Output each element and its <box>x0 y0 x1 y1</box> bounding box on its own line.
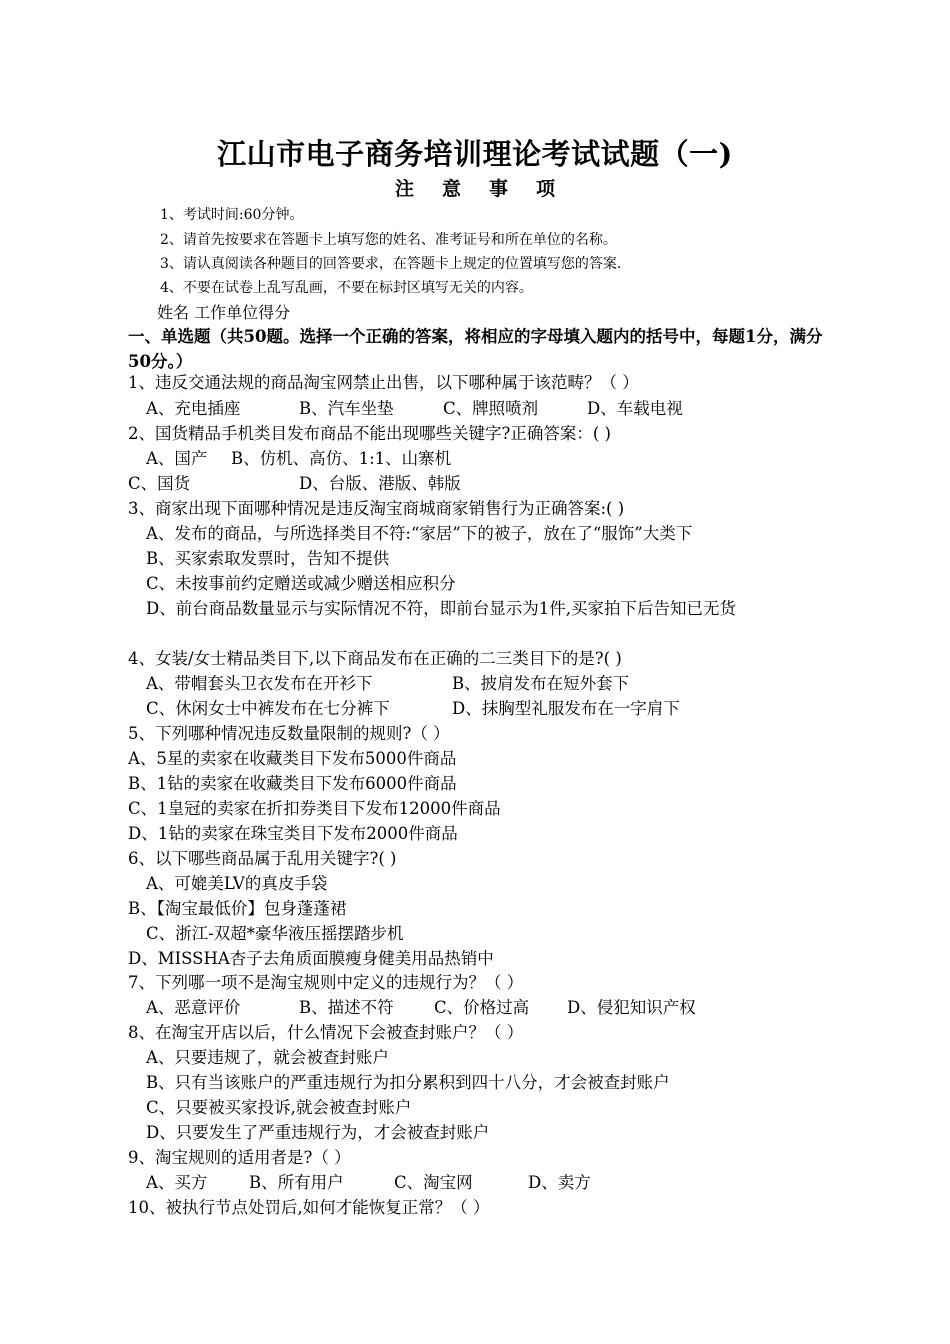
option: C、淘宝网 <box>394 1173 473 1192</box>
option: D、车载电视 <box>587 399 683 418</box>
option <box>0 923 950 945</box>
option-text: A、5星的卖家在收藏类目下发布5000件商品 <box>128 749 457 768</box>
options-row <box>0 673 950 695</box>
option: B、所有用户 <box>249 1173 344 1192</box>
option <box>0 873 950 895</box>
notice-item: 1、考试时间:60分钟。 <box>160 207 304 223</box>
options-row <box>0 398 950 420</box>
option: C、牌照喷剂 <box>443 399 539 418</box>
option-text: A、可媲美LV的真皮手袋 <box>146 874 328 893</box>
question-text: 4、女装/女士精品类目下,以下商品发布在正确的二三类目下的是?( ) <box>128 649 622 668</box>
option: B、仿机、高仿、1:1、山寨机 <box>231 449 452 468</box>
option-text: D、MISSHA杏子去角质面膜瘦身健美用品热销中 <box>128 949 494 968</box>
option <box>0 573 950 595</box>
options-row <box>0 997 950 1019</box>
option-text: B、买家索取发票时，告知不提供 <box>146 549 390 568</box>
option-text: A、只要违规了，就会被查封账户 <box>146 1048 389 1067</box>
question-6 <box>0 848 950 870</box>
option: A、买方 <box>146 1173 208 1192</box>
question-10 <box>0 1197 950 1219</box>
option <box>0 1097 950 1119</box>
options-row <box>0 473 950 495</box>
question-text: 10、被执行节点处罚后,如何才能恢复正常？（ ） <box>128 1198 490 1217</box>
candidate-fields: 姓名 工作单位得分 <box>157 303 291 322</box>
question-4 <box>0 648 950 670</box>
option-text: D、只要发生了严重违规行为，才会被查封账户 <box>146 1123 490 1142</box>
option: A、国产 <box>146 449 208 468</box>
option: B、汽车坐垫 <box>299 399 394 418</box>
option <box>0 523 950 545</box>
options-row <box>0 698 950 720</box>
question-7 <box>0 972 950 994</box>
question-3 <box>0 498 950 520</box>
option-text: B、【淘宝最低价】包身蓬蓬裙 <box>128 899 347 918</box>
option: A、带帽套头卫衣发布在开衫下 <box>146 674 373 693</box>
notice-item: 3、请认真阅读各种题目的回答要求，在答题卡上规定的位置填写您的答案. <box>160 256 622 272</box>
options-row <box>0 1172 950 1194</box>
option: D、侵犯知识产权 <box>567 998 696 1017</box>
section-heading: 一、单选题（共50题。选择一个正确的答案，将相应的字母填入题内的括号中，每题1分，满分50分。） <box>128 327 823 371</box>
option-text: C、只要被买家投诉,就会被查封账户 <box>146 1098 412 1117</box>
option-text: B、只有当该账户的严重违规行为扣分累积到四十八分，才会被查封账户 <box>146 1073 670 1092</box>
option-text: C、浙江-双超*豪华液压摇摆踏步机 <box>146 924 404 943</box>
option-text: D、1钻的卖家在珠宝类目下发布2000件商品 <box>128 824 458 843</box>
option <box>0 948 950 970</box>
option <box>0 898 950 920</box>
question-9 <box>0 1147 950 1169</box>
question-text: 6、以下哪些商品属于乱用关键字?( ) <box>128 849 397 868</box>
option <box>0 1122 950 1144</box>
question-text: 2、国货精品手机类目发布商品不能出现哪些关键字?正确答案：( ) <box>128 424 611 443</box>
option <box>0 823 950 845</box>
option: A、充电插座 <box>146 399 241 418</box>
option: D、卖方 <box>528 1173 591 1192</box>
option <box>0 1047 950 1069</box>
option: C、国货 <box>128 474 191 493</box>
question-text: 7、下列哪一项不是淘宝规则中定义的违规行为？（ ） <box>128 973 524 992</box>
option-text: C、1皇冠的卖家在折扣券类目下发布12000件商品 <box>128 799 501 818</box>
notice-item: 4、不要在试卷上乱写乱画，不要在标封区填写无关的内容。 <box>160 280 533 296</box>
option: A、恶意评价 <box>146 998 241 1017</box>
option: B、披肩发布在短外套下 <box>452 674 630 693</box>
question-2 <box>0 423 950 445</box>
option: C、价格过高 <box>434 998 530 1017</box>
option-text: B、1钻的卖家在收藏类目下发布6000件商品 <box>128 774 457 793</box>
question-text: 8、在淘宝开店以后，什么情况下会被查封账户？（ ） <box>128 1023 524 1042</box>
option <box>0 773 950 795</box>
option-text: D、前台商品数量显示与实际情况不符，即前台显示为1件,买家拍下后告知已无货 <box>146 599 736 618</box>
question-text: 9、淘宝规则的适用者是?（ ） <box>128 1148 351 1167</box>
option <box>0 548 950 570</box>
notice-item: 2、请首先按要求在答题卡上填写您的姓名、准考证号和所在单位的名称。 <box>160 232 617 248</box>
option-text: C、未按事前约定赠送或减少赠送相应积分 <box>146 574 456 593</box>
question-text: 3、商家出现下面哪种情况是违反淘宝商城商家销售行为正确答案:( ) <box>128 499 625 518</box>
option: D、台版、港版、韩版 <box>299 474 461 493</box>
question-8 <box>0 1022 950 1044</box>
option: C、休闲女士中裤发布在七分裤下 <box>146 699 390 718</box>
option: B、描述不符 <box>299 998 394 1017</box>
question-5 <box>0 723 950 745</box>
question-text: 5、下列哪种情况违反数量限制的规则?（ ） <box>128 724 450 743</box>
option-text: A、发布的商品，与所选择类目不符:“家居”下的被子，放在了“服饰”大类下 <box>146 524 693 543</box>
notice-heading: 注意事项 <box>394 178 583 200</box>
question-1 <box>0 372 950 394</box>
question-text: 1、违反交通法规的商品淘宝网禁止出售，以下哪种属于该范畴？（ ） <box>128 373 639 392</box>
option <box>0 1072 950 1094</box>
options-row <box>0 448 950 470</box>
option <box>0 798 950 820</box>
option <box>0 748 950 770</box>
exam-title: 江山市电子商务培训理论考试试题（一) <box>217 137 733 171</box>
option: D、抹胸型礼服发布在一字肩下 <box>452 699 680 718</box>
